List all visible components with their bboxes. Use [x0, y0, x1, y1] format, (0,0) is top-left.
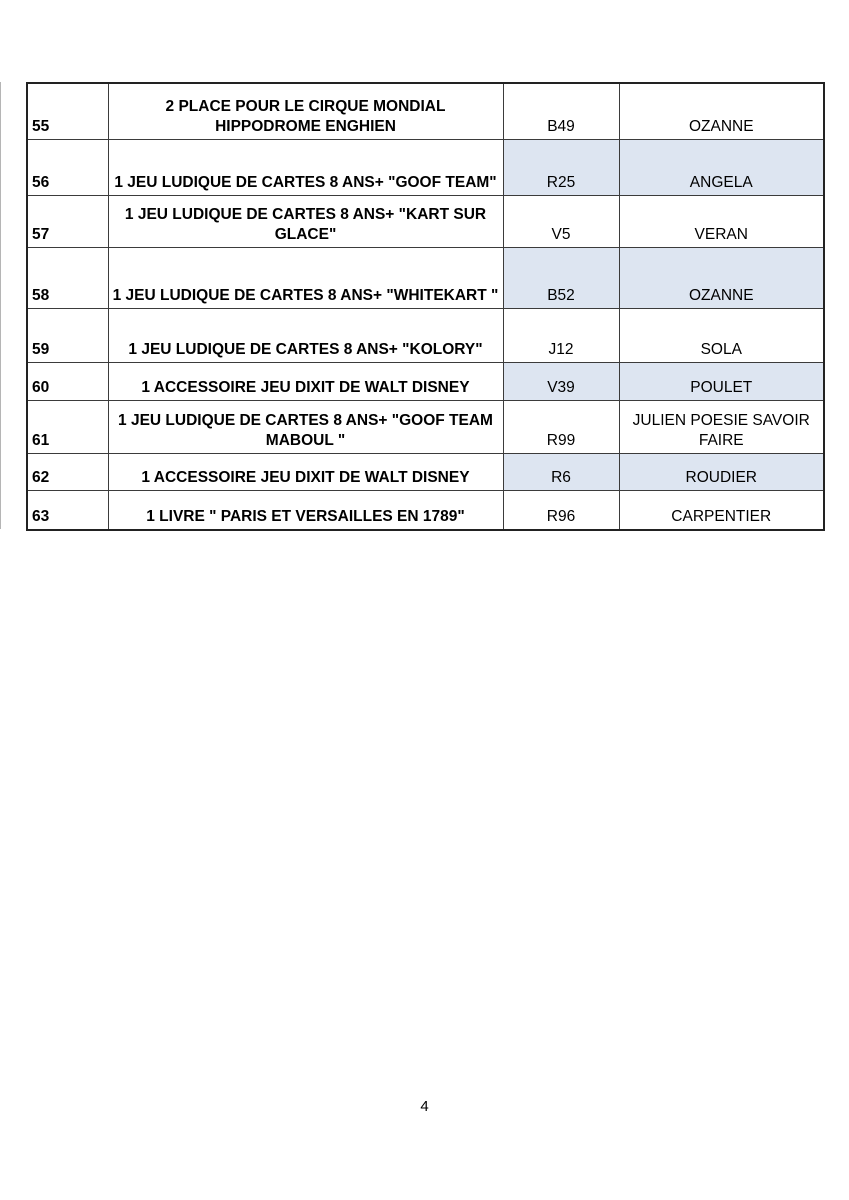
lot-code: R96 — [503, 490, 619, 530]
lot-code: B52 — [503, 247, 619, 308]
lot-code: B49 — [503, 83, 619, 139]
lot-code: R99 — [503, 400, 619, 453]
lot-winner: POULET — [619, 362, 824, 400]
lot-code: R6 — [503, 453, 619, 490]
lot-description: 1 ACCESSOIRE JEU DIXIT DE WALT DISNEY — [108, 453, 503, 490]
table-row — [27, 139, 824, 195]
lot-winner: SOLA — [619, 308, 824, 362]
table-row — [27, 490, 824, 530]
table-row — [27, 83, 824, 139]
table-row — [27, 362, 824, 400]
lot-code: J12 — [503, 308, 619, 362]
table-row — [27, 308, 824, 362]
lot-number: 59 — [27, 308, 108, 362]
lot-number: 57 — [27, 195, 108, 247]
lot-description: 1 JEU LUDIQUE DE CARTES 8 ANS+ "GOOF TEAM" — [108, 139, 503, 195]
lot-description: 1 JEU LUDIQUE DE CARTES 8 ANS+ "KART SUR GLACE" — [108, 195, 503, 247]
table-row — [27, 453, 824, 490]
lot-number: 63 — [27, 490, 108, 530]
lot-description: 2 PLACE POUR LE CIRQUE MONDIAL HIPPODROME ENGHIEN — [108, 83, 503, 139]
lot-winner: VERAN — [619, 195, 824, 247]
lot-description: 1 JEU LUDIQUE DE CARTES 8 ANS+ "GOOF TEAM MABOUL " — [108, 400, 503, 453]
page-number: 4 — [420, 1098, 429, 1115]
lot-description: 1 LIVRE " PARIS ET VERSAILLES EN 1789" — [108, 490, 503, 530]
lot-winner: ANGELA — [619, 139, 824, 195]
lot-description: 1 JEU LUDIQUE DE CARTES 8 ANS+ "WHITEKART " — [108, 247, 503, 308]
lot-number: 58 — [27, 247, 108, 308]
table-row — [27, 247, 824, 308]
table-row — [27, 400, 824, 453]
lot-winner: ROUDIER — [619, 453, 824, 490]
lot-code: V5 — [503, 195, 619, 247]
lot-number: 55 — [27, 83, 108, 139]
lot-number: 60 — [27, 362, 108, 400]
lot-code: V39 — [503, 362, 619, 400]
table-row — [27, 195, 824, 247]
lot-winner: JULIEN POESIE SAVOIR FAIRE — [619, 400, 824, 453]
lots-table — [26, 82, 825, 531]
lot-winner: OZANNE — [619, 83, 824, 139]
lot-code: R25 — [503, 139, 619, 195]
lot-description: 1 ACCESSOIRE JEU DIXIT DE WALT DISNEY — [108, 362, 503, 400]
lot-winner: CARPENTIER — [619, 490, 824, 530]
lot-description: 1 JEU LUDIQUE DE CARTES 8 ANS+ "KOLORY" — [108, 308, 503, 362]
lot-winner: OZANNE — [619, 247, 824, 308]
page-left-edge-line — [0, 82, 1, 529]
lot-number: 61 — [27, 400, 108, 453]
lot-number: 56 — [27, 139, 108, 195]
lot-number: 62 — [27, 453, 108, 490]
